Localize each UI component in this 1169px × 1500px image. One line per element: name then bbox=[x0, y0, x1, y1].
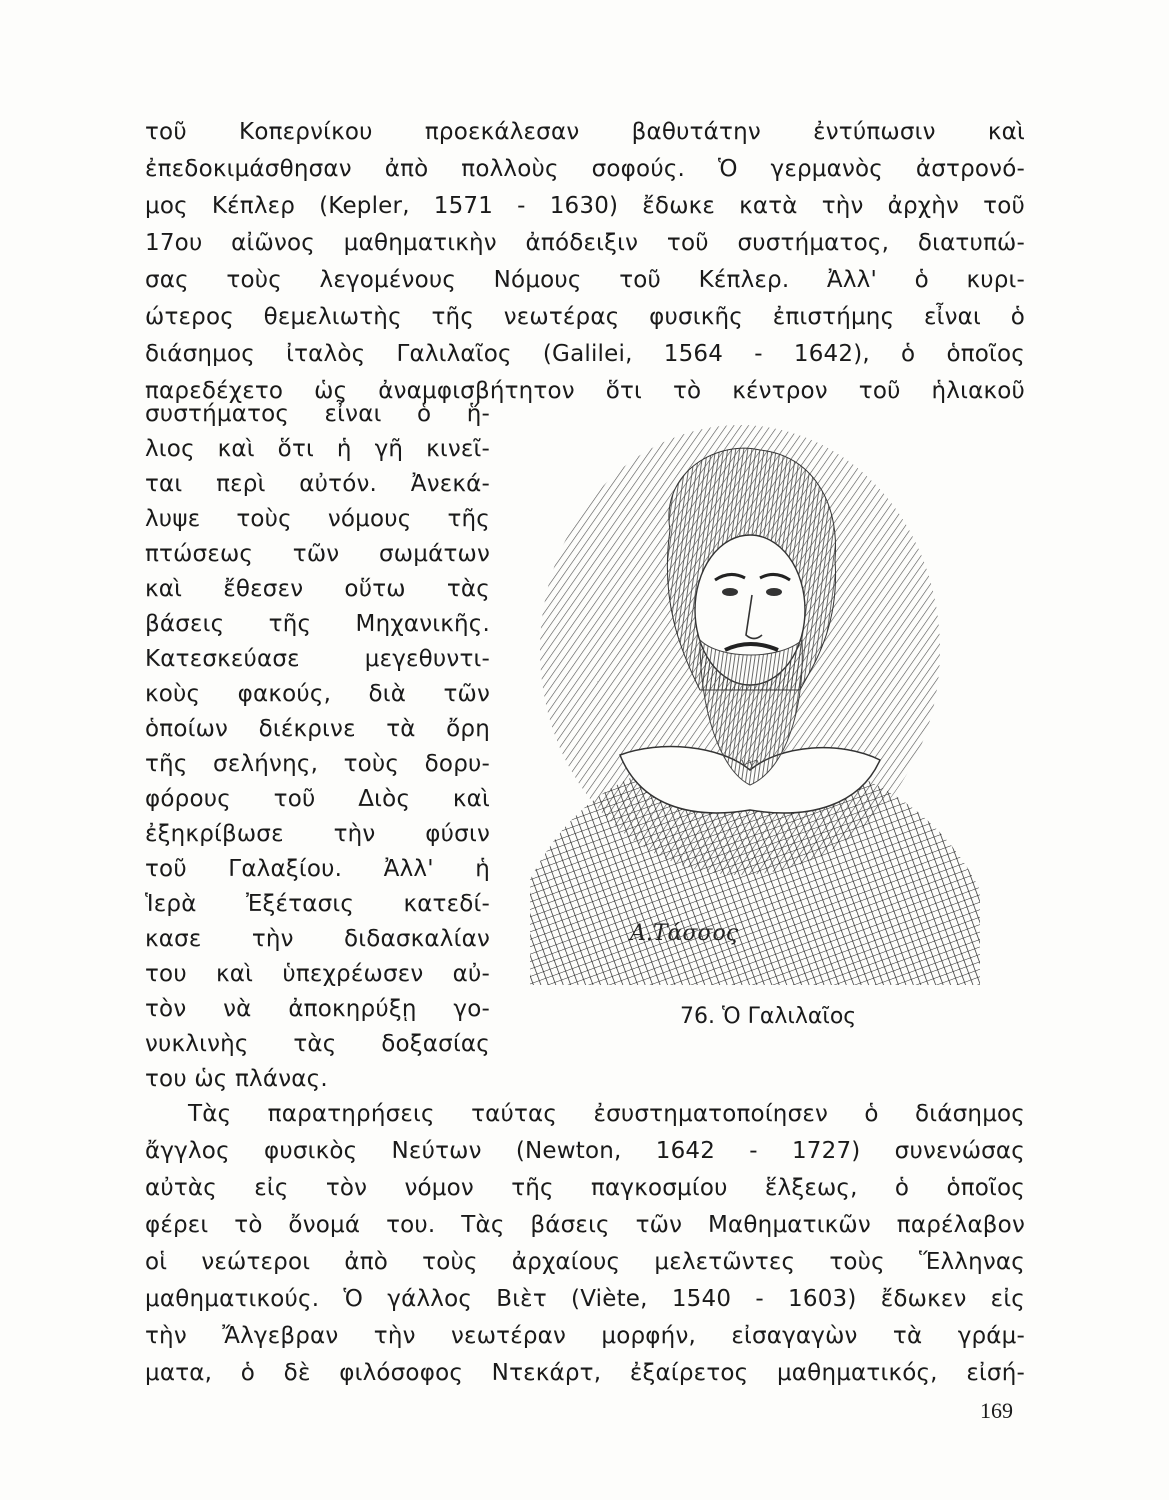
side-text-line: του ὡς πλάνας. bbox=[145, 1066, 328, 1092]
text-line: φέρει τὸ ὄνομά του. Τὰς βάσεις τῶν Μαθηματικῶν παρέλαβον bbox=[145, 1212, 1025, 1238]
text-line: ἄγγλος φυσικὸς Νεύτων (Newton, 1642 - 1727) συνενώσας bbox=[145, 1138, 1025, 1164]
side-text-line: κασε τὴν διδασκαλίαν bbox=[145, 926, 490, 952]
text-line: μαθηματικούς. Ὁ γάλλος Βιὲτ (Viète, 1540 - 1603) ἔδωκεν εἰς bbox=[145, 1286, 1025, 1312]
galileo-portrait bbox=[510, 410, 990, 990]
side-text-line: λυψε τοὺς νόμους τῆς bbox=[145, 506, 490, 532]
text-line: ώτερος θεμελιωτὴς τῆς νεωτέρας φυσικῆς ἐπιστήμης εἶναι ὁ bbox=[145, 304, 1025, 330]
text-line: 17ου αἰῶνος μαθηματικὴν ἀπόδειξιν τοῦ συστήματος, διατυπώ- bbox=[145, 230, 1025, 256]
side-text-line: λιος καὶ ὅτι ἡ γῆ κινεῖ- bbox=[145, 436, 490, 462]
side-text-line: τῆς σελήνης, τοὺς δορυ- bbox=[145, 751, 490, 777]
text-line: οἱ νεώτεροι ἀπὸ τοὺς ἀρχαίους μελετῶντες τοὺς Ἕλληνας bbox=[145, 1249, 1025, 1275]
text-line: μος Κέπλερ (Kepler, 1571 - 1630) ἔδωκε κατὰ τὴν ἀρχὴν τοῦ bbox=[145, 193, 1025, 219]
side-text-line: τοῦ Γαλαξίου. Ἀλλ' ἡ bbox=[145, 856, 490, 882]
text-line: τὴν Ἄλγεβραν τὴν νεωτέραν μορφήν, εἰσαγαγὼν τὰ γράμ- bbox=[145, 1323, 1025, 1349]
side-text-line: συστήματος εἶναι ὁ ἥ- bbox=[145, 401, 490, 427]
side-text-line: ται περὶ αὐτόν. Ἀνεκά- bbox=[145, 471, 490, 497]
text-line: τοῦ Κοπερνίκου προεκάλεσαν βαθυτάτην ἐντύπωσιν καὶ bbox=[145, 119, 1025, 145]
text-line: Τὰς παρατηρήσεις ταύτας ἐσυστηματοποίησεν ὁ διάσημος bbox=[188, 1101, 1025, 1127]
side-text-line: Ἱερὰ Ἐξέτασις κατεδί- bbox=[145, 891, 490, 917]
text-line: αὐτὰς εἰς τὸν νόμον τῆς παγκοσμίου ἕλξεως, ὁ ὁποῖος bbox=[145, 1175, 1025, 1201]
text-line: διάσημος ἰταλὸς Γαλιλαῖος (Galilei, 1564 - 1642), ὁ ὁποῖος bbox=[145, 341, 1025, 367]
text-line: ἐπεδοκιμάσθησαν ἀπὸ πολλοὺς σοφούς. Ὁ γερμανὸς ἀστρονό- bbox=[145, 156, 1025, 182]
text-line: παρεδέχετο ὡς ἀναμφισβήτητον ὅτι τὸ κέντρον τοῦ ἡλιακοῦ bbox=[145, 378, 1025, 404]
side-text-line: ἐξηκρίβωσε τὴν φύσιν bbox=[145, 821, 490, 847]
text-line: ματα, ὁ δὲ φιλόσοφος Ντεκάρτ, ἐξαίρετος μαθηματικός, εἰσή- bbox=[145, 1360, 1025, 1386]
svg-text:Α.Τάσσος: Α.Τάσσος bbox=[630, 921, 739, 946]
side-text-line: φόρους τοῦ Διὸς καὶ bbox=[145, 786, 490, 812]
side-text-line: Κατεσκεύασε μεγεθυντι- bbox=[145, 646, 490, 672]
side-text-line: του καὶ ὑπεχρέωσεν αὐ- bbox=[145, 961, 490, 987]
page-number: 169 bbox=[980, 1398, 1013, 1423]
side-text-line: πτώσεως τῶν σωμάτων bbox=[145, 541, 490, 567]
side-text-line: καὶ ἔθεσεν οὕτω τὰς bbox=[145, 576, 490, 602]
side-text-line: νυκλινὴς τὰς δοξασίας bbox=[145, 1031, 490, 1057]
side-text-line: κοὺς φακούς, διὰ τῶν bbox=[145, 681, 490, 707]
side-text-line: ὁποίων διέκρινε τὰ ὄρη bbox=[145, 716, 490, 742]
side-text-line: βάσεις τῆς Μηχανικῆς. bbox=[145, 611, 490, 637]
side-text-line: τὸν νὰ ἀποκηρύξῃ γο- bbox=[145, 996, 490, 1022]
figure-caption: 76. Ὁ Γαλιλαῖος bbox=[680, 1004, 857, 1029]
text-line: σας τοὺς λεγομένους Νόμους τοῦ Κέπλερ. Ἀλλ' ὁ κυρι- bbox=[145, 267, 1025, 293]
